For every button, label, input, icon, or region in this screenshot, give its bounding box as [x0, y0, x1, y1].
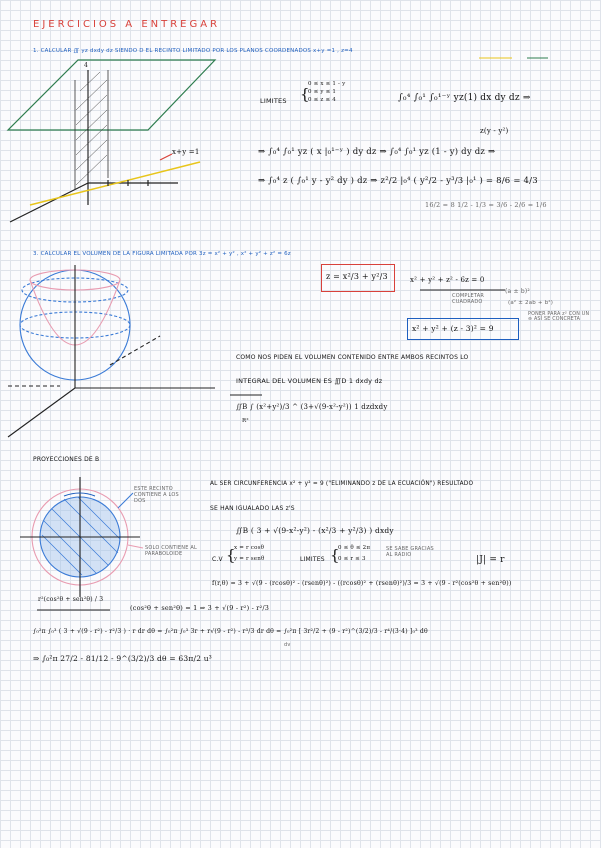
ex3-b-label: R²	[242, 418, 249, 424]
proj-limit-theta: 0 ≤ θ ≤ 2π	[338, 545, 371, 551]
ex3-note-right: PONER PARA z² CON UN ⊖ ASÍ SE CONCRETA	[528, 312, 590, 322]
proj-text-b: SE HAN IGUALADO LAS z'S	[210, 505, 295, 512]
ex3-boxed-blue: x² + y² + (z - 3)² = 9	[412, 324, 494, 333]
projection-graph	[20, 477, 143, 597]
proj-trig-note: (cos²θ + sen²θ) = 1 ⇒ 3 + √(9 - r²) - r²/3	[130, 604, 270, 612]
proj-cv-brace-icon: {	[226, 546, 236, 564]
ex1-integral-setup: ∫₀⁴ ∫₀¹ ∫₀¹⁻ʸ yz(1) dx dy dz ⇒	[398, 93, 531, 103]
label-inside-region: ESTE RECINTO CONTIENE A LOS DOS	[134, 486, 179, 504]
ex3-integral2: ∬B ∫ (x²+y²)/3 ^ (3+√(9-x²-y²)) 1 dzdxdy	[236, 403, 388, 411]
ex3-boxed-red: z = x²/3 + y²/3	[326, 272, 388, 281]
label-paraboloid-region: SOLO CONTIENE AL PARABOLOIDE	[145, 545, 197, 557]
ex3-complete-note: COMPLETAR CUADRADO	[452, 293, 485, 305]
proj-final: ⇒ ∫₀²π 27/2 - 81/12 - 9^(3/2)/3 dθ = 63π/2 u³	[33, 654, 212, 663]
ex1-step3: ⇒ ∫₀⁴ z ( ∫₀¹ y - y² dy ) dz ⇒ z²/2 |₀⁴ ( y²/2 - y³/3 |₀¹ ) = 8/6 = 4/3	[258, 176, 538, 186]
ex1-brace-icon: {	[300, 85, 310, 103]
proj-limits-label: LIMITES	[300, 556, 325, 563]
proj-cv-x: x = r cosθ	[234, 545, 265, 551]
proj-polar-integral: ∫₀²π ∫₀³ ( 3 + √(9 - r²) - r²/3 ) · r dr dθ = ∫₀²π ∫₀³ 3r + r√(9 - r²) - r³/3 dr dθ = ∫₀²π [ 3r²/2 + (9 - r²)^(3/2)/3 - r⁴/(3·4) ]₀³ dθ	[33, 628, 428, 635]
ex3-text1: COMO NOS PIDEN EL VOLUMEN CONTENIDO ENTRE AMBOS RECINTOS LO	[236, 354, 469, 361]
ex3-binomial2: (a² ± 2ab + b²)	[508, 300, 554, 306]
proj-integral: ∬B ( 3 + √(9-x²-y²) - (x²/3 + y²/3) ) dxdy	[236, 526, 394, 535]
ex1-limit-y: 0 ≤ y ≤ 1	[308, 89, 337, 95]
proj-cv-y: y = r senθ	[234, 556, 265, 562]
ex3-statement: 3. CALCULAR EL VOLUMEN DE LA FIGURA LIMITADA POR 3z = x² + y² , x² + y² + z² = 6z	[33, 251, 291, 257]
proj-jacobian: |J| = r	[476, 555, 505, 565]
projections-heading: PROYECCIONES DE B	[33, 456, 100, 463]
proj-text-a: AL SER CIRCUNFERENCIA x² + y² = 9 ("ELIMINANDO z DE LA ECUACIÓN") RESULTADO	[210, 481, 474, 487]
ex1-limits-label: LIMITES	[260, 97, 287, 105]
proj-limits-brace-icon: {	[330, 546, 340, 564]
ex1-limit-x: 0 ≤ x ≤ 1 - y	[308, 81, 346, 87]
ex1-statement: 1. CALCULAR ∭ yz dxdy dz SIENDO D EL RECINTO LIMITADO POR LOS PLANOS COORDENADOS x+y =1 , z=4	[33, 48, 353, 54]
ex1-limit-z: 0 ≤ z ≤ 4	[308, 97, 336, 103]
proj-dr-note: dv	[284, 642, 291, 648]
ex1-graph-label-z: 4	[84, 62, 89, 69]
ex3-binomial: (a ± b)²	[505, 288, 531, 295]
proj-limit-r: 0 ≤ r ≤ 3	[338, 556, 366, 562]
page-title: EJERCICIOS A ENTREGAR	[33, 19, 221, 30]
ex1-aside: z(y - y²)	[480, 127, 509, 135]
ex3-graph	[8, 265, 215, 437]
proj-frac-left: r²(cos²θ + sen²θ) / 3	[38, 596, 104, 603]
proj-f-line: f(r,θ) = 3 + √(9 - (rcosθ)² - (rsenθ)²) - ((rcosθ)² + (rsenθ)²)/3 = 3 + √(9 - r²(cos²θ + sen²θ))	[212, 580, 512, 587]
ex1-step2: ⇒ ∫₀⁴ ∫₀¹ yz ( x |₀¹⁻ʸ ) dy dz ⇒ ∫₀⁴ ∫₀¹ yz (1 - y) dy dz ⇒	[258, 147, 496, 157]
proj-limits-note: SE SABE GRACIAS AL RADIO	[386, 546, 434, 558]
proj-cv-label: C.V	[212, 556, 223, 563]
ex1-graph	[8, 60, 215, 222]
ex3-sphere-eq: x² + y² + z² - 6z = 0	[410, 276, 485, 284]
ex3-text2: INTEGRAL DEL VOLUMEN ES ∭D 1 dxdy dz	[236, 377, 383, 385]
ex1-graph-label-line: x+y =1	[172, 148, 200, 156]
ex1-calc: 16/2 = 8 1/2 - 1/3 = 3/6 - 2/6 = 1/6	[425, 201, 547, 209]
